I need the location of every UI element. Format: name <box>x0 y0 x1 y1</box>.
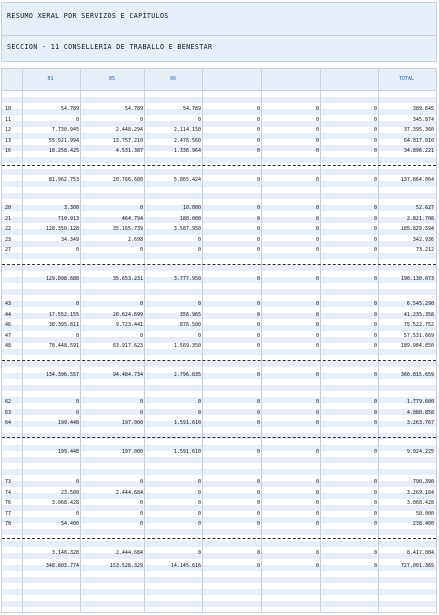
table-row-cell: 23.500 <box>60 489 79 496</box>
table-row-cell: 128.350.128 <box>45 226 79 232</box>
row-code: 20 <box>5 205 12 211</box>
subtotal-row-cell: 0 <box>315 448 319 455</box>
table-row-cell: 0 <box>373 247 377 253</box>
subtotal-row-cell: 0 <box>256 371 260 378</box>
subtotal-row-cell: 199.448 <box>57 448 79 455</box>
subtotal-row-cell: 360.815.659 <box>400 371 434 378</box>
table-row-cell: 0 <box>373 399 377 405</box>
subtotal-row-cell: 197.000 <box>121 448 143 455</box>
subtotal-row-cell: 129.098.688 <box>45 275 79 282</box>
table-row-cell: 0 <box>373 106 377 112</box>
table-row-cell: 0 <box>373 311 377 318</box>
column-header-01: 01 <box>47 76 54 82</box>
report-title-bar <box>1 2 437 36</box>
subtotal-separator <box>2 437 436 438</box>
table-row-cell: 0 <box>315 510 319 517</box>
table-row-cell: 0 <box>75 332 79 339</box>
table-row-cell: 73.212 <box>415 247 434 253</box>
table-row-cell: 2.821.708 <box>406 215 434 222</box>
table-row-cell: 0 <box>139 399 143 405</box>
subtotal-row-cell: 9.924.225 <box>406 448 434 455</box>
table-row-cell: 0 <box>256 500 260 506</box>
table-row-cell: 0 <box>373 205 377 211</box>
table-row-cell: 0 <box>315 205 319 211</box>
column-header-total: TOTAL <box>398 76 415 82</box>
subtotal-row-cell: 0 <box>197 549 201 556</box>
row-stripe <box>2 457 436 463</box>
table-row-cell: 0 <box>256 205 260 211</box>
row-code: 63 <box>5 409 12 416</box>
subtotal-row-cell: 2.444.684 <box>115 549 143 556</box>
table-row-cell: 75.522.752 <box>403 322 434 328</box>
table-row-cell: 0 <box>256 106 260 112</box>
table-row-cell: 6.545.290 <box>406 301 434 307</box>
table-row-cell: 0 <box>75 301 79 307</box>
table-row-cell: 13.757.210 <box>112 137 143 144</box>
subtotal-separator <box>2 264 436 265</box>
table-row-cell: 54.400 <box>60 521 79 527</box>
row-stripe <box>2 361 436 367</box>
table-row-cell: 238.400 <box>412 521 434 527</box>
table-row-cell: 1.779.600 <box>406 399 434 405</box>
row-code: 22 <box>5 226 12 232</box>
table-row-cell: 0 <box>256 311 260 318</box>
table-row-cell: 54.789 <box>60 106 79 112</box>
table-row-cell: 197.000 <box>121 420 143 426</box>
grand-total-row-cell: 727.001.365 <box>400 563 434 569</box>
subtotal-row-cell: 0 <box>373 549 377 556</box>
table-row-cell: 0 <box>373 116 377 123</box>
grand-total-row-cell: 348.803.774 <box>45 563 79 569</box>
subtotal-row-cell: 0 <box>373 275 377 282</box>
table-row-cell: 0 <box>315 127 319 133</box>
table-row-cell: 1.591.610 <box>173 420 201 426</box>
table-row-cell: 0 <box>373 137 377 144</box>
table-row-cell: 0 <box>256 521 260 527</box>
subtotal-row-cell: 35.653.231 <box>112 275 143 282</box>
table-row-cell: 55.921.994 <box>48 137 79 144</box>
table-row-cell: 0 <box>315 500 319 506</box>
table-row-cell: 0 <box>256 489 260 496</box>
row-code: 62 <box>5 399 12 405</box>
row-code: 43 <box>5 301 12 307</box>
table-row-cell: 54.789 <box>124 106 143 112</box>
grand-total-row-cell: 14.145.616 <box>170 563 201 569</box>
column-header-05: 05 <box>108 76 116 82</box>
row-code: 12 <box>5 127 12 133</box>
subtotal-row-cell: 8.417.004 <box>406 549 434 556</box>
subtotal-row-cell: 0 <box>256 549 260 556</box>
table-row-cell: 0 <box>373 127 377 133</box>
subtotal-row-cell: 0 <box>315 371 319 378</box>
budget-table <box>1 68 437 613</box>
table-row-cell: 41.235.358 <box>403 311 434 318</box>
table-row-cell: 0 <box>139 116 143 123</box>
table-row-cell: 0 <box>373 148 377 154</box>
subtotal-row-cell: 0 <box>373 176 377 183</box>
table-row-cell: 0 <box>373 215 377 222</box>
table-row-cell: 0 <box>256 226 260 232</box>
table-row-cell: 2.698 <box>127 236 143 243</box>
table-row-cell: 0 <box>315 215 319 222</box>
row-code: 21 <box>5 215 12 222</box>
row-stripe <box>2 349 436 355</box>
table-row-cell: 790.390 <box>412 479 434 485</box>
section-title-bar <box>1 35 437 62</box>
row-code: 78 <box>5 521 12 527</box>
table-row-cell: 0 <box>373 236 377 243</box>
table-row-cell: 38.395.811 <box>48 322 79 328</box>
row-stripe <box>2 97 436 103</box>
subtotal-row-cell: 5.865.424 <box>173 176 201 183</box>
table-row-cell: 10.000 <box>182 205 201 211</box>
row-stripe <box>2 265 436 271</box>
subtotal-separator <box>2 538 436 539</box>
table-row-cell: 0 <box>197 521 201 527</box>
subtotal-row-cell: 2.796.835 <box>173 371 201 378</box>
table-row-cell: 0 <box>75 510 79 517</box>
row-code: 47 <box>5 332 12 339</box>
table-row-cell: 0 <box>256 332 260 339</box>
subtotal-row-cell: 94.484.734 <box>112 371 143 378</box>
table-row-cell: 0 <box>256 479 260 485</box>
subtotal-row-cell: 0 <box>256 176 260 183</box>
table-row-cell: 1.569.350 <box>173 343 201 349</box>
table-row-cell: 0 <box>139 301 143 307</box>
table-row-cell: 9.723.441 <box>115 322 143 328</box>
table-row-cell: 0 <box>75 409 79 416</box>
table-row-cell: 0 <box>139 332 143 339</box>
subtotal-row-cell: 20.766.680 <box>112 176 143 183</box>
row-code: 73 <box>5 479 12 485</box>
table-row-cell: 0 <box>197 489 201 496</box>
table-row-cell: 0 <box>373 301 377 307</box>
subtotal-row-cell: 0 <box>256 275 260 282</box>
table-row-cell: 0 <box>256 510 260 517</box>
row-stripe <box>2 469 436 475</box>
table-row-cell: 0 <box>197 301 201 307</box>
table-row-cell: 57.531.669 <box>403 332 434 339</box>
table-row-cell: 4.531.387 <box>115 148 143 154</box>
row-code: 64 <box>5 420 12 426</box>
subtotal-row-cell: 1.591.610 <box>173 448 201 455</box>
table-row-cell: 0 <box>315 322 319 328</box>
table-row-cell: 0 <box>256 215 260 222</box>
row-code: 27 <box>5 247 12 253</box>
subtotal-row-cell: 0 <box>315 176 319 183</box>
table-row-cell: 2.448.294 <box>115 127 143 133</box>
table-row-cell: 464.794 <box>121 215 143 222</box>
table-row-cell: 0 <box>256 301 260 307</box>
row-code: 16 <box>5 148 12 154</box>
table-row-cell: 3.068.428 <box>406 500 434 506</box>
table-row-cell: 63.917.623 <box>112 343 143 349</box>
table-row-cell: 0 <box>197 332 201 339</box>
table-row-cell: 7.730.945 <box>51 127 79 133</box>
table-row-cell: 0 <box>139 521 143 527</box>
table-row-cell: 0 <box>256 116 260 123</box>
table-row-cell: 0 <box>75 116 79 123</box>
table-row-cell: 2.114.150 <box>173 127 201 133</box>
table-row-cell: 0 <box>256 127 260 133</box>
table-row-cell: 0 <box>373 489 377 496</box>
table-row-cell: 4.880.858 <box>406 409 434 416</box>
table-row-cell: 18.258.425 <box>48 148 79 154</box>
table-row-cell: 52.627 <box>415 205 434 211</box>
table-row-cell: 0 <box>315 236 319 243</box>
table-row-cell: 0 <box>256 148 260 154</box>
row-code: 76 <box>5 500 12 506</box>
table-row-cell: 0 <box>315 148 319 154</box>
table-row-cell: 0 <box>373 332 377 339</box>
table-row-cell: 3.300 <box>63 205 79 211</box>
subtotal-row-cell: 3.777.950 <box>173 275 201 282</box>
table-row-cell: 185.829.594 <box>400 226 434 232</box>
table-row-cell: 0 <box>256 247 260 253</box>
table-row-cell: 0 <box>256 322 260 328</box>
subtotal-row-cell: 137.864.064 <box>400 176 434 183</box>
row-code: 74 <box>5 489 12 496</box>
table-row-cell: 0 <box>315 301 319 307</box>
table-row-cell: 35.165.739 <box>112 226 143 232</box>
subtotal-row-cell: 0 <box>373 448 377 455</box>
table-row-cell: 2.444.684 <box>115 489 143 496</box>
table-row-cell: 0 <box>315 343 319 349</box>
table-row-cell: 180.000 <box>179 215 201 222</box>
table-row-cell: 2.476.560 <box>173 137 201 144</box>
table-row-cell: 0 <box>197 236 201 243</box>
table-row-cell: 0 <box>197 116 201 123</box>
subtotal-separator <box>2 165 436 166</box>
table-row-cell: 3.263.767 <box>406 420 434 426</box>
table-row-cell: 54.789 <box>182 106 201 112</box>
table-row-cell: 26.624.699 <box>112 311 143 318</box>
row-stripe <box>2 577 436 583</box>
table-row-cell: 0 <box>197 399 201 405</box>
grand-total-row-cell: 0 <box>315 563 319 569</box>
table-row-cell: 0 <box>373 322 377 328</box>
table-row-cell: 0 <box>373 343 377 349</box>
table-row-cell: 0 <box>197 409 201 416</box>
row-code: 11 <box>5 116 12 123</box>
report-title: RESUMO XERAL POR SERVIZOS E CAPÍTULOS <box>7 12 169 20</box>
table-row-cell: 0 <box>75 479 79 485</box>
table-row-cell: 0 <box>315 409 319 416</box>
row-stripe <box>2 193 436 199</box>
row-stripe <box>2 289 436 295</box>
table-row-cell: 710.913 <box>57 215 79 222</box>
table-row-cell: 37.395.360 <box>403 127 434 133</box>
grand-total-row-cell: 153.528.329 <box>109 563 143 569</box>
subtotal-row-cell: 81.962.753 <box>48 176 79 183</box>
row-stripe <box>2 589 436 595</box>
table-row-cell: 199.448 <box>57 420 79 426</box>
table-row-cell: 0 <box>315 106 319 112</box>
table-row-cell: 876.500 <box>179 322 201 328</box>
table-row-cell: 64.817.010 <box>403 137 434 144</box>
table-row-cell: 0 <box>373 479 377 485</box>
table-row-cell: 0 <box>139 500 143 506</box>
table-row-cell: 189.984.850 <box>400 343 434 349</box>
table-row-cell: 0 <box>256 409 260 416</box>
table-row-cell: 3.587.950 <box>173 226 201 232</box>
table-row-cell: 0 <box>197 247 201 253</box>
table-row-cell: 0 <box>315 479 319 485</box>
table-row-cell: 34.896.221 <box>403 148 434 154</box>
table-row-cell: 0 <box>139 409 143 416</box>
row-code: 77 <box>5 510 12 517</box>
row-stripe <box>2 529 436 535</box>
row-code: 13 <box>5 137 12 144</box>
table-row-cell: 0 <box>197 500 201 506</box>
row-stripe <box>2 601 436 607</box>
table-row-cell: 0 <box>373 420 377 426</box>
row-stripe <box>2 253 436 259</box>
row-code: 48 <box>5 343 12 349</box>
table-row-cell: 0 <box>315 226 319 232</box>
table-row-cell: 0 <box>139 205 143 211</box>
table-row-cell: 0 <box>315 332 319 339</box>
table-row-cell: 0 <box>315 311 319 318</box>
table-row-cell: 0 <box>256 236 260 243</box>
table-row-cell: 3.068.428 <box>51 500 79 506</box>
subtotal-row-cell: 134.396.557 <box>45 371 79 378</box>
table-row-cell: 0 <box>139 247 143 253</box>
row-stripe <box>2 385 436 391</box>
table-row-cell: 356.965 <box>179 311 201 318</box>
table-row-cell: 0 <box>373 510 377 517</box>
table-row-cell: 0 <box>75 399 79 405</box>
subtotal-row-cell: 0 <box>256 448 260 455</box>
table-row-cell: 0 <box>75 247 79 253</box>
subtotal-row-cell: 0 <box>315 275 319 282</box>
row-stripe <box>2 169 436 175</box>
row-code: 44 <box>5 311 12 318</box>
table-row-cell: 0 <box>256 420 260 426</box>
table-row-cell: 389.645 <box>412 106 434 112</box>
table-row-cell: 50.000 <box>415 510 434 517</box>
table-row-cell: 3.269.164 <box>406 489 434 496</box>
table-row-cell: 0 <box>315 489 319 496</box>
table-row-cell: 0 <box>315 399 319 405</box>
table-row-cell: 0 <box>315 116 319 123</box>
subtotal-row-cell: 190.130.073 <box>400 275 434 282</box>
table-row-cell: 0 <box>139 479 143 485</box>
table-row-cell: 0 <box>373 409 377 416</box>
table-row-cell: 0 <box>256 343 260 349</box>
table-row-cell: 0 <box>373 226 377 232</box>
table-row-cell: 34.349 <box>60 236 79 243</box>
column-header-row <box>2 69 436 91</box>
table-row-cell: 0 <box>315 521 319 527</box>
table-row-cell: 17.552.155 <box>48 311 79 318</box>
column-header-06: 06 <box>169 76 177 82</box>
table-row-cell: 78.448.591 <box>48 343 79 349</box>
table-row-cell: 342.936 <box>412 236 434 243</box>
table-row-cell: 0 <box>315 420 319 426</box>
table-row-cell: 0 <box>256 399 260 405</box>
row-code: 10 <box>5 106 12 112</box>
grand-total-row-cell: 0 <box>373 563 377 569</box>
table-row-cell: 0 <box>315 247 319 253</box>
subtotal-separator <box>2 360 436 361</box>
table-row-cell: 0 <box>256 137 260 144</box>
table-row-cell: 1.336.964 <box>173 148 201 154</box>
table-row-cell: 0 <box>373 521 377 527</box>
table-row-cell: 345.874 <box>412 116 434 123</box>
table-row-cell: 0 <box>315 137 319 144</box>
table-row-cell: 0 <box>373 500 377 506</box>
row-code: 23 <box>5 236 12 243</box>
grand-total-row-cell: 0 <box>256 563 260 569</box>
subtotal-row-cell: 3.146.328 <box>51 549 79 556</box>
table-row-cell: 0 <box>139 510 143 517</box>
row-stripe <box>2 157 436 163</box>
subtotal-row-cell: 0 <box>315 549 319 556</box>
section-title: SECCION - 11 CONSELLERIA DE TRABALLO E BENESTAR <box>7 43 213 51</box>
row-stripe <box>2 541 436 547</box>
table-row-cell: 0 <box>197 479 201 485</box>
row-code: 46 <box>5 322 12 328</box>
subtotal-row-cell: 0 <box>373 371 377 378</box>
table-row-cell: 0 <box>197 510 201 517</box>
